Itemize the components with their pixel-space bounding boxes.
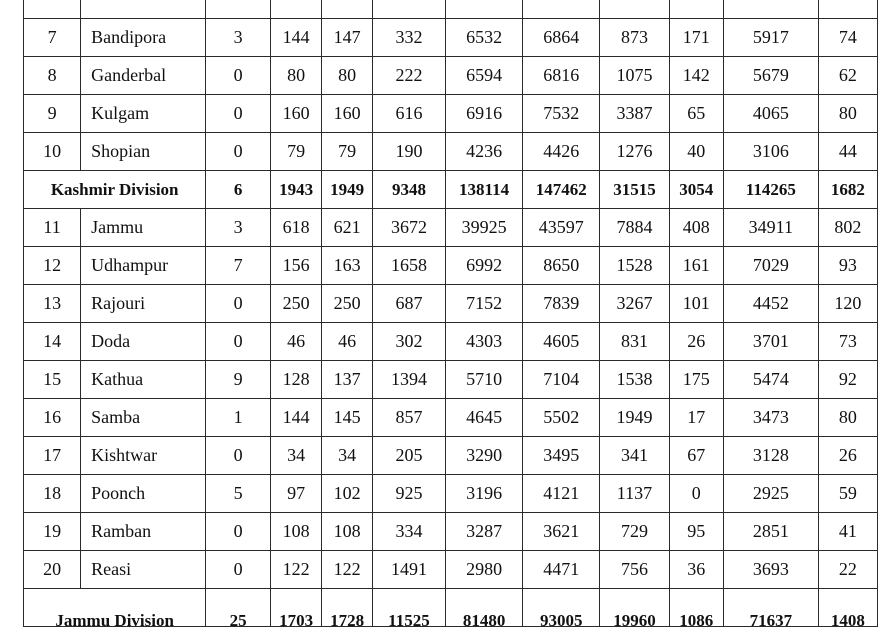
value-cell: 79 [322, 133, 373, 171]
value-cell: 250 [270, 285, 321, 323]
value-cell: 4645 [445, 399, 522, 437]
value-cell: 0 [206, 513, 271, 551]
value-cell: 3290 [445, 437, 522, 475]
value-cell: 408 [669, 209, 723, 247]
value-cell: 144 [270, 19, 321, 57]
value-cell: 102 [322, 475, 373, 513]
value-cell: 108 [322, 513, 373, 551]
value-cell: 6816 [523, 57, 600, 95]
value-cell: 5679 [723, 57, 818, 95]
value-cell: 65 [669, 95, 723, 133]
value-cell: 156 [270, 247, 321, 285]
value-cell: 144 [270, 399, 321, 437]
value-cell: 1394 [372, 361, 445, 399]
value-cell: 1658 [372, 247, 445, 285]
value-cell: 3387 [600, 95, 669, 133]
district-name-cell: Doda [81, 323, 206, 361]
value-cell: 1276 [600, 133, 669, 171]
value-cell: 222 [372, 57, 445, 95]
value-cell: 7532 [523, 95, 600, 133]
table-body [24, 0, 878, 630]
serial-number-cell: 8 [24, 57, 81, 95]
serial-number-cell: 17 [24, 437, 81, 475]
value-cell: 80 [322, 57, 373, 95]
value-cell: 145 [322, 399, 373, 437]
value-cell: 6594 [445, 57, 522, 95]
value-cell: 93005 [523, 589, 600, 627]
value-cell: 3267 [600, 285, 669, 323]
value-cell: 122 [270, 551, 321, 589]
division-name-cell: Kashmir Division [24, 171, 206, 209]
value-cell: 73 [818, 323, 877, 361]
value-cell: 2925 [723, 475, 818, 513]
value-cell: 41 [818, 513, 877, 551]
district-name-cell: Kishtwar [81, 437, 206, 475]
value-cell: 5 [206, 475, 271, 513]
serial-number-cell: 11 [24, 209, 81, 247]
value-cell: 95 [669, 513, 723, 551]
value-cell: 1949 [322, 171, 373, 209]
district-statistics-table [23, 0, 878, 630]
serial-number-cell: 16 [24, 399, 81, 437]
value-cell: 302 [372, 323, 445, 361]
value-cell: 8650 [523, 247, 600, 285]
value-cell: 1943 [270, 171, 321, 209]
district-name-cell: Samba [81, 399, 206, 437]
value-cell [669, 0, 723, 19]
value-cell: 26 [818, 437, 877, 475]
value-cell: 46 [270, 323, 321, 361]
value-cell: 0 [206, 133, 271, 171]
value-cell: 0 [206, 323, 271, 361]
value-cell: 67 [669, 437, 723, 475]
serial-number-cell: 18 [24, 475, 81, 513]
value-cell: 3701 [723, 323, 818, 361]
value-cell: 6916 [445, 95, 522, 133]
value-cell: 93 [818, 247, 877, 285]
value-cell: 3473 [723, 399, 818, 437]
value-cell: 122 [322, 551, 373, 589]
value-cell: 39925 [445, 209, 522, 247]
value-cell: 334 [372, 513, 445, 551]
value-cell: 7029 [723, 247, 818, 285]
district-name-cell: Udhampur [81, 247, 206, 285]
value-cell: 160 [322, 95, 373, 133]
value-cell: 175 [669, 361, 723, 399]
value-cell: 59 [818, 475, 877, 513]
value-cell: 3054 [669, 171, 723, 209]
value-cell [600, 0, 669, 19]
table-row [24, 133, 878, 171]
district-name-cell: Shopian [81, 133, 206, 171]
division-total-row [24, 589, 878, 627]
table-row [24, 323, 878, 361]
value-cell: 114265 [723, 171, 818, 209]
value-cell: 1728 [322, 589, 373, 627]
value-cell: 802 [818, 209, 877, 247]
value-cell: 137 [322, 361, 373, 399]
district-name-cell: Jammu [81, 209, 206, 247]
value-cell: 3693 [723, 551, 818, 589]
serial-number-cell: 14 [24, 323, 81, 361]
value-cell: 831 [600, 323, 669, 361]
value-cell: 3196 [445, 475, 522, 513]
district-name-cell [81, 0, 206, 19]
district-name-cell: Poonch [81, 475, 206, 513]
value-cell: 74 [818, 19, 877, 57]
value-cell: 621 [322, 209, 373, 247]
value-cell: 618 [270, 209, 321, 247]
value-cell: 120 [818, 285, 877, 323]
value-cell: 80 [270, 57, 321, 95]
value-cell: 62 [818, 57, 877, 95]
value-cell: 2980 [445, 551, 522, 589]
table-row [24, 247, 878, 285]
value-cell [322, 0, 373, 19]
value-cell: 81480 [445, 589, 522, 627]
value-cell: 5474 [723, 361, 818, 399]
value-cell: 9 [206, 361, 271, 399]
value-cell: 34 [270, 437, 321, 475]
value-cell: 7104 [523, 361, 600, 399]
table-row [24, 19, 878, 57]
value-cell: 142 [669, 57, 723, 95]
value-cell: 3128 [723, 437, 818, 475]
value-cell: 6532 [445, 19, 522, 57]
serial-number-cell: 12 [24, 247, 81, 285]
value-cell: 128 [270, 361, 321, 399]
value-cell: 4065 [723, 95, 818, 133]
value-cell: 138114 [445, 171, 522, 209]
value-cell: 4426 [523, 133, 600, 171]
value-cell: 17 [669, 399, 723, 437]
value-cell: 4121 [523, 475, 600, 513]
value-cell: 0 [669, 475, 723, 513]
table-row [24, 513, 878, 551]
table-row [24, 475, 878, 513]
serial-number-cell: 19 [24, 513, 81, 551]
value-cell: 3 [206, 209, 271, 247]
value-cell: 756 [600, 551, 669, 589]
table-row [24, 209, 878, 247]
value-cell: 1538 [600, 361, 669, 399]
value-cell: 0 [206, 551, 271, 589]
serial-number-cell: 9 [24, 95, 81, 133]
value-cell [723, 0, 818, 19]
value-cell [523, 0, 600, 19]
value-cell: 36 [669, 551, 723, 589]
value-cell: 341 [600, 437, 669, 475]
value-cell: 80 [818, 95, 877, 133]
value-cell: 171 [669, 19, 723, 57]
value-cell: 1528 [600, 247, 669, 285]
value-cell: 147462 [523, 171, 600, 209]
value-cell: 0 [206, 57, 271, 95]
serial-number-cell: 7 [24, 19, 81, 57]
value-cell: 5502 [523, 399, 600, 437]
value-cell: 3672 [372, 209, 445, 247]
value-cell: 3621 [523, 513, 600, 551]
value-cell: 1 [206, 399, 271, 437]
serial-number-cell: 10 [24, 133, 81, 171]
value-cell: 687 [372, 285, 445, 323]
district-name-cell: Ramban [81, 513, 206, 551]
value-cell: 0 [206, 437, 271, 475]
district-name-cell: Bandipora [81, 19, 206, 57]
value-cell: 873 [600, 19, 669, 57]
value-cell: 7 [206, 247, 271, 285]
district-name-cell: Kulgam [81, 95, 206, 133]
value-cell: 729 [600, 513, 669, 551]
value-cell: 161 [669, 247, 723, 285]
value-cell: 34911 [723, 209, 818, 247]
value-cell: 332 [372, 19, 445, 57]
value-cell: 5917 [723, 19, 818, 57]
value-cell: 1137 [600, 475, 669, 513]
value-cell: 250 [322, 285, 373, 323]
value-cell: 1086 [669, 589, 723, 627]
value-cell: 7152 [445, 285, 522, 323]
value-cell: 4605 [523, 323, 600, 361]
value-cell [206, 0, 271, 19]
value-cell: 1949 [600, 399, 669, 437]
value-cell: 160 [270, 95, 321, 133]
value-cell: 5710 [445, 361, 522, 399]
value-cell: 3495 [523, 437, 600, 475]
value-cell: 1075 [600, 57, 669, 95]
value-cell: 7839 [523, 285, 600, 323]
value-cell: 19960 [600, 589, 669, 627]
value-cell [372, 0, 445, 19]
serial-number-cell [24, 0, 81, 19]
serial-number-cell: 20 [24, 551, 81, 589]
value-cell: 7884 [600, 209, 669, 247]
value-cell: 205 [372, 437, 445, 475]
value-cell [445, 0, 522, 19]
value-cell: 46 [322, 323, 373, 361]
value-cell: 147 [322, 19, 373, 57]
district-name-cell: Reasi [81, 551, 206, 589]
value-cell: 0 [206, 285, 271, 323]
value-cell: 101 [669, 285, 723, 323]
district-name-cell: Ganderbal [81, 57, 206, 95]
value-cell [270, 0, 321, 19]
value-cell: 79 [270, 133, 321, 171]
value-cell: 1408 [818, 589, 877, 627]
value-cell [818, 0, 877, 19]
division-name-cell: Jammu Division [24, 589, 206, 627]
division-total-row [24, 171, 878, 209]
value-cell: 22 [818, 551, 877, 589]
value-cell: 31515 [600, 171, 669, 209]
value-cell: 3106 [723, 133, 818, 171]
value-cell: 4452 [723, 285, 818, 323]
table-row [24, 437, 878, 475]
value-cell: 857 [372, 399, 445, 437]
table-row [24, 361, 878, 399]
table-row [24, 57, 878, 95]
value-cell: 1682 [818, 171, 877, 209]
value-cell: 108 [270, 513, 321, 551]
district-name-cell: Rajouri [81, 285, 206, 323]
value-cell: 4303 [445, 323, 522, 361]
value-cell: 25 [206, 589, 271, 627]
value-cell: 4236 [445, 133, 522, 171]
value-cell: 2851 [723, 513, 818, 551]
value-cell: 1491 [372, 551, 445, 589]
value-cell: 34 [322, 437, 373, 475]
value-cell: 6992 [445, 247, 522, 285]
serial-number-cell: 13 [24, 285, 81, 323]
value-cell: 9348 [372, 171, 445, 209]
value-cell: 3287 [445, 513, 522, 551]
serial-number-cell: 15 [24, 361, 81, 399]
value-cell: 26 [669, 323, 723, 361]
table-row [24, 0, 878, 19]
value-cell: 6 [206, 171, 271, 209]
value-cell: 1703 [270, 589, 321, 627]
value-cell: 925 [372, 475, 445, 513]
value-cell: 71637 [723, 589, 818, 627]
value-cell: 6864 [523, 19, 600, 57]
table-row [24, 95, 878, 133]
value-cell: 97 [270, 475, 321, 513]
value-cell: 190 [372, 133, 445, 171]
value-cell: 44 [818, 133, 877, 171]
value-cell: 92 [818, 361, 877, 399]
value-cell: 80 [818, 399, 877, 437]
table-row [24, 285, 878, 323]
value-cell: 0 [206, 95, 271, 133]
value-cell: 40 [669, 133, 723, 171]
district-name-cell: Kathua [81, 361, 206, 399]
value-cell: 163 [322, 247, 373, 285]
table-row [24, 551, 878, 589]
value-cell: 4471 [523, 551, 600, 589]
value-cell: 3 [206, 19, 271, 57]
value-cell: 11525 [372, 589, 445, 627]
value-cell: 616 [372, 95, 445, 133]
value-cell: 43597 [523, 209, 600, 247]
table-row [24, 399, 878, 437]
